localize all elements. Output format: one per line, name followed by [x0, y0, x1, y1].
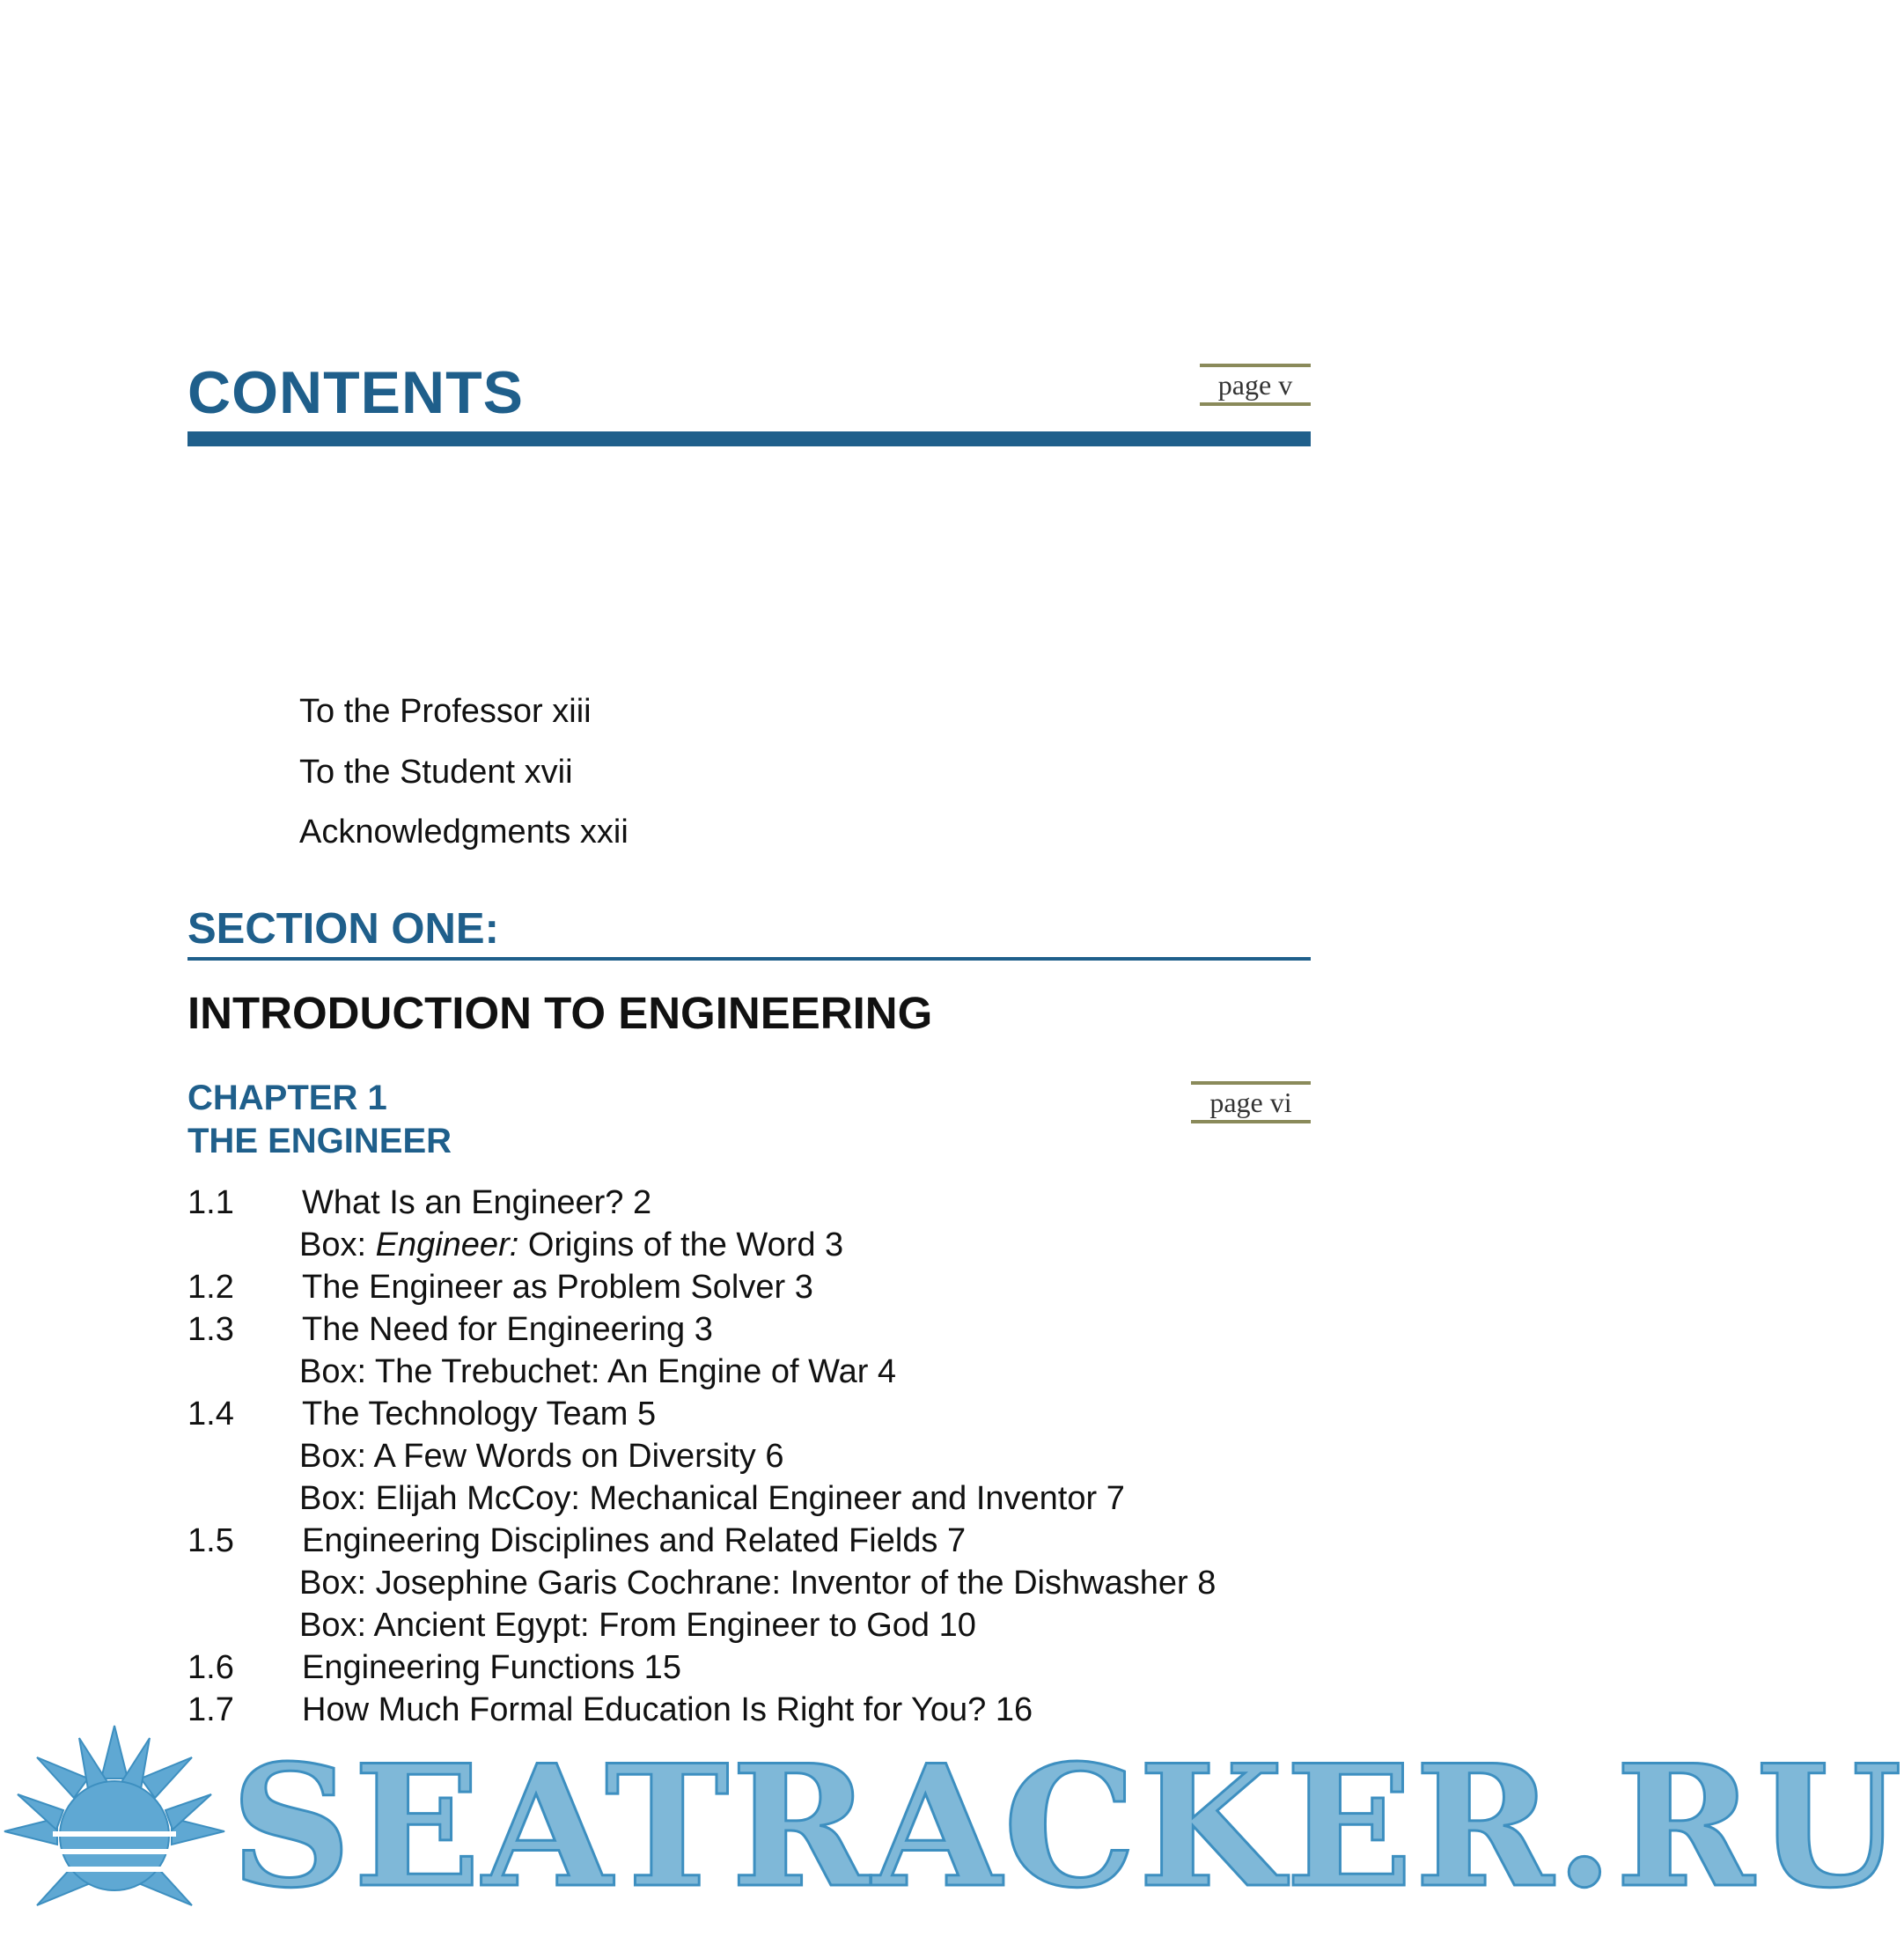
watermark-text: SEATRACKER.RU [231, 1728, 1904, 1925]
toc-entry [187, 1520, 1332, 1562]
toc-box-entry [187, 1562, 1332, 1604]
toc-box-entry [187, 1224, 1332, 1266]
toc-entry-text: Box: The Trebuchet: An Engine of War 4 [299, 1353, 897, 1390]
toc-entry-number: 1.1 [187, 1184, 234, 1221]
section-title: SECTION ONE: [187, 905, 499, 953]
chapter-title: THE ENGINEER [187, 1122, 452, 1160]
front-matter-entry: To the Student xvii [299, 754, 573, 791]
toc-entry-number: 1.7 [187, 1691, 234, 1728]
toc-entry [187, 1393, 1332, 1435]
toc-entry-text: The Technology Team 5 [302, 1396, 657, 1432]
toc-entry-text: Box: Josephine Garis Cochrane: Inventor of the Dishwasher 8 [299, 1565, 1217, 1602]
section-rule [187, 957, 1311, 961]
toc-entry-text [299, 1224, 843, 1266]
toc-entry-text: What Is an Engineer? 2 [302, 1184, 652, 1221]
toc-box-entry [187, 1477, 1332, 1520]
toc-box-entry [187, 1604, 1332, 1646]
toc-entry-number: 1.3 [187, 1311, 234, 1348]
front-matter-entry: To the Professor xiii [299, 693, 592, 730]
chapter-number: CHAPTER 1 [187, 1079, 387, 1117]
toc-entry-text: How Much Formal Education Is Right for You? 16 [302, 1691, 1033, 1728]
page-marker: page vi [1191, 1081, 1311, 1123]
page-title: CONTENTS [187, 359, 524, 426]
toc-entry-number: 1.2 [187, 1269, 234, 1306]
toc-entry-number: 1.4 [187, 1396, 234, 1432]
box-italic-term: Engineer: [375, 1226, 519, 1263]
box-rest: Origins of the Word 3 [518, 1226, 844, 1263]
page-marker: page v [1200, 364, 1311, 406]
toc-entry-text: Engineering Disciplines and Related Fields 7 [302, 1522, 967, 1559]
toc-box-entry [187, 1435, 1332, 1477]
toc-entry-text: The Engineer as Problem Solver 3 [302, 1269, 813, 1306]
section-subtitle: INTRODUCTION TO ENGINEERING [187, 988, 933, 1038]
toc-box-entry [187, 1351, 1332, 1393]
toc-entry-text: Box: Ancient Egypt: From Engineer to God 10 [299, 1607, 976, 1644]
toc-entry [187, 1266, 1332, 1308]
toc-entry-number: 1.5 [187, 1522, 234, 1559]
front-matter-entry: Acknowledgments xxii [299, 814, 629, 851]
title-rule [187, 431, 1311, 446]
toc-entry-number: 1.6 [187, 1649, 234, 1686]
box-prefix: Box: [299, 1226, 376, 1263]
toc-entry [187, 1689, 1332, 1731]
toc-entry-text: The Need for Engineering 3 [302, 1311, 713, 1348]
toc-entry-text: Box: Elijah McCoy: Mechanical Engineer and Inventor 7 [299, 1480, 1125, 1517]
toc-entry-text: Engineering Functions 15 [302, 1649, 681, 1686]
sun-icon [0, 1726, 229, 1937]
toc-entry-text: Box: A Few Words on Diversity 6 [299, 1438, 784, 1475]
toc-entry [187, 1646, 1332, 1689]
toc-entry [187, 1308, 1332, 1351]
toc-list [187, 1182, 1332, 1731]
toc-entry [187, 1182, 1332, 1224]
